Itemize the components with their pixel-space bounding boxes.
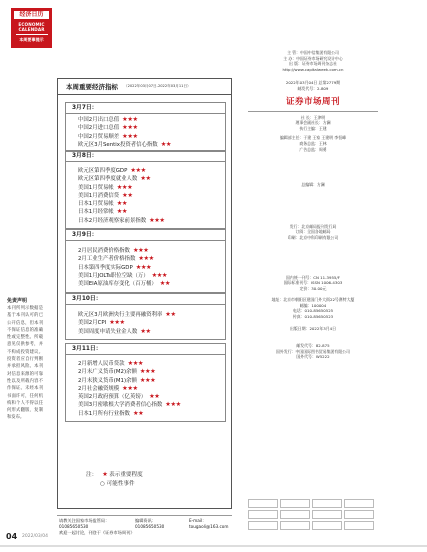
sponsor-logo — [280, 521, 310, 530]
footer-mid-1: 编辑资讯： — [135, 518, 156, 523]
event-list — [66, 114, 225, 151]
list-item — [66, 217, 225, 225]
masthead-line: 国内统一刊号：CN 11-3955/F — [286, 274, 340, 280]
event-name: 美国周度申请失业金人数 — [78, 328, 138, 335]
masthead-line: 商务总监：王林 — [299, 140, 327, 146]
event-name: 美国1月消费信贷 — [78, 192, 120, 199]
masthead-line: 执行主编：王建 — [299, 125, 327, 131]
footer-left-2: 01085650530 — [59, 524, 89, 529]
disclaimer-title: 免责声明 — [7, 298, 28, 304]
event-name: 日本1月贸易帐 — [78, 201, 114, 208]
footer-bottom: 欢迎一起讨论，刊登于《证券市场周刊》 — [59, 530, 135, 535]
day-date: 3月7日： — [66, 103, 225, 114]
list-item — [66, 328, 225, 336]
footer — [57, 515, 232, 535]
sponsor-logo — [344, 510, 374, 519]
disclaimer — [7, 298, 43, 422]
page-date: 2022/03/04 — [22, 534, 48, 539]
event-name: 美国EIA原油库存变化（百万桶） — [78, 281, 157, 288]
masthead-line: 定价：30.00元 — [299, 285, 327, 291]
masthead-line: 国际标准刊号：ISSN 1006-4303 — [283, 280, 343, 286]
masthead-line: 电话：010-85650525 — [292, 308, 334, 314]
importance-stars: ★★ — [132, 409, 144, 417]
event-name: 2月工业生产者价格指数 — [78, 256, 136, 263]
event-name: 欧元区第四季度就业人数 — [78, 176, 138, 183]
masthead — [248, 50, 378, 360]
event-name: 中国2月贸易顺差 — [78, 133, 120, 140]
importance-stars: ★★★ — [149, 216, 165, 224]
day-date: 3月8日： — [66, 151, 225, 162]
footer-left-1: 请教关注国家市场监管局： — [59, 518, 110, 523]
masthead-line: 发行：北京邮局报刊发行局 — [289, 223, 337, 229]
importance-stars: ★★★ — [109, 319, 125, 327]
sponsor-logo — [280, 510, 310, 519]
sponsor-logo — [312, 521, 342, 530]
weekly-indicators-header — [58, 79, 231, 95]
importance-stars: ★★★ — [130, 167, 146, 174]
masthead-line: 订阅：全国各地邮局 — [295, 229, 331, 235]
calendar-tag-cn: 经济日历 — [14, 11, 49, 19]
list-item — [66, 385, 225, 393]
event-name: 日本2月经济观察家前景指数 — [78, 217, 147, 224]
list-item — [66, 393, 225, 401]
event-name: 欧元区3月Sentix投资者信心指数 — [78, 141, 158, 148]
calendar-tag-en1: ECONOMIC — [18, 22, 45, 27]
event-name: 2月社会融资规模 — [78, 385, 120, 392]
importance-stars: ★★★ — [122, 116, 138, 123]
sponsor-logo — [248, 521, 278, 530]
masthead-line: 主 办：中国证券市场研究设计中心 — [283, 55, 343, 61]
legend-row-importance — [86, 470, 143, 480]
list-item — [66, 200, 225, 208]
list-item — [66, 311, 225, 319]
list-item — [66, 377, 225, 385]
importance-stars: ★★★ — [165, 401, 181, 409]
day-block — [65, 150, 226, 229]
event-name: 日本1月经常帐 — [78, 209, 114, 216]
masthead-line: http://www.capitalweek.com.cn — [282, 66, 344, 72]
masthead-line: 出 版：证券市场周刊杂志社 — [289, 61, 337, 67]
masthead-line: 理事会副社长：方澜 — [295, 120, 331, 126]
event-name: 日本1月所有行业指数 — [78, 410, 130, 417]
event-list — [66, 305, 225, 339]
tag-divider — [16, 34, 48, 35]
importance-stars: ★★★ — [122, 124, 138, 132]
disclaimer-body: 本刊所列示数据是基于本刊认可的已公开信息，但本刊不保证信息的准确性或完整性。所载意见仅供参考，并不构成投资建议。投资者应自行判断并承担风险。本刊对信息来源的可靠性以及所载内容不作保证。未经本刊书面许可，任何机构和个人不得以任何形式翻版、复制和发布。 — [7, 306, 43, 421]
legend-row-possible — [86, 480, 143, 489]
legend-importance-label: 表示重要程度 — [109, 472, 143, 478]
sponsor-logo — [344, 499, 374, 508]
list-item — [66, 141, 225, 149]
footer-right-2: tougaoli@163.com — [189, 524, 229, 529]
legend-possible-label: 可能性事件 — [106, 481, 135, 487]
importance-stars: ★★★ — [138, 255, 154, 263]
sponsor-logo — [344, 521, 374, 530]
event-name: 2月末狭义货币(M1)余额 — [78, 377, 137, 384]
footer-col-left — [59, 518, 134, 536]
list-item — [66, 280, 225, 288]
list-item — [66, 208, 225, 216]
day-block — [65, 343, 226, 422]
masthead-line: 邮发代号：2-809 — [297, 85, 329, 91]
day-block — [65, 229, 226, 293]
importance-stars: ★★ — [165, 311, 176, 318]
list-item — [66, 272, 225, 280]
legend — [86, 470, 143, 489]
masthead-line: 社 长：王津明 — [300, 114, 326, 120]
sponsor-logo — [312, 499, 342, 508]
day-date: 3月9日： — [66, 230, 225, 241]
event-name: 欧元区3月欧洲央行主要再融资利率 — [78, 312, 163, 318]
list-item — [66, 184, 225, 192]
list-item — [66, 116, 225, 124]
masthead-line: 总编辑：方澜 — [301, 182, 325, 188]
star-icon: ★ — [102, 471, 108, 478]
event-list — [66, 162, 225, 228]
list-item — [66, 410, 225, 418]
sponsor-logo — [248, 510, 278, 519]
importance-stars: ★★ — [116, 200, 128, 208]
calendar-tag-en2: CALENDAR — [18, 27, 45, 32]
list-item — [66, 124, 225, 132]
masthead-line: 编辑部主任：于建 王家 王建明 李恒峰 — [280, 135, 346, 141]
footer-mid-2: 01085650530 — [135, 524, 165, 529]
weekly-indicators-box — [57, 78, 232, 509]
masthead-line: 主 管：中国中信集团有限公司 — [287, 50, 339, 55]
list-item — [66, 264, 225, 272]
importance-stars: ★★★ — [122, 384, 138, 392]
event-list — [66, 241, 225, 292]
event-name: 2月居民消费价格指数 — [78, 248, 130, 254]
footer-right-1: E-mail： — [189, 518, 207, 523]
masthead-line: 传真：010-85650523 — [292, 314, 334, 320]
masthead-line: 地址：北京市朝阳区建国门外大街22号赛特大厦 — [271, 297, 355, 303]
masthead-line: 国外发行：中国国际图书贸易集团有限公司 — [276, 348, 350, 354]
event-name: 中国2月进口总值 — [78, 125, 120, 132]
event-name: 美国1月JOLTs职位空缺（万） — [78, 272, 149, 279]
legend-title: 注： — [86, 472, 98, 478]
masthead-line: 邮发代号：82-875 — [296, 343, 330, 349]
list-item — [66, 368, 225, 376]
importance-stars: ★★★ — [139, 368, 156, 376]
sponsor-logo — [280, 499, 310, 508]
event-name: 英国2月政府预算（亿英镑） — [78, 394, 147, 401]
day-block — [65, 293, 226, 340]
list-item — [66, 255, 225, 263]
event-list — [66, 355, 225, 421]
event-name: 日本第四季度实际GDP — [78, 264, 133, 271]
masthead-line: 邮编：100004 — [299, 302, 327, 308]
list-item — [66, 175, 225, 183]
importance-stars: ★★★ — [122, 132, 138, 140]
masthead-line: 出版日期：2022年3月4日 — [290, 325, 336, 331]
masthead-line: 广告总监：周勇 — [299, 146, 327, 152]
masthead-line: 印刷：北京中科印刷有限公司 — [287, 234, 339, 240]
footer-col-mid — [135, 518, 164, 530]
masthead-line: 国外代号：W5222 — [296, 354, 330, 360]
footer-col-right — [189, 518, 228, 530]
magazine-logo: 证券市场周刊 — [285, 96, 340, 107]
importance-stars: ★★★ — [135, 263, 152, 271]
day-date: 3月10日： — [66, 294, 225, 305]
day-block — [65, 102, 226, 152]
importance-stars: ★★★ — [151, 271, 168, 279]
importance-stars: ★★ — [140, 175, 151, 183]
event-name: 美国3月密歇根大学消费者信心指数 — [78, 402, 163, 409]
importance-stars: ★★ — [140, 327, 151, 335]
sponsor-logo — [248, 499, 278, 508]
list-item — [66, 192, 225, 200]
sponsor-logo — [312, 510, 342, 519]
event-name: 美国2月CPI — [78, 320, 107, 327]
event-name: 2月新增人民币贷款 — [78, 361, 125, 367]
importance-stars: ★★ — [122, 191, 133, 199]
importance-stars: ★★★ — [132, 247, 149, 254]
importance-stars: ★★ — [159, 280, 171, 288]
importance-stars: ★★ — [116, 208, 128, 216]
calendar-tag-sub: 本周要事提示 — [19, 37, 44, 42]
day-date: 3月11日： — [66, 344, 225, 355]
list-item — [66, 401, 225, 409]
importance-stars: ★★ — [149, 393, 160, 401]
page-title: 本周重要经济指标 — [66, 83, 118, 91]
masthead-line: 2022年03月04日 总第2779期 — [285, 80, 341, 86]
event-name: 欧元区第四季度GDP — [78, 168, 128, 174]
circle-icon: ○ — [100, 481, 105, 487]
event-name: 中国2月出口总值 — [78, 117, 120, 123]
sponsor-logos — [248, 499, 376, 535]
calendar-tag — [11, 8, 52, 48]
event-name: 2月末广义货币(M2)余额 — [78, 369, 137, 376]
page-number: 04 — [6, 532, 18, 541]
importance-stars: ★★★ — [116, 183, 133, 191]
event-name: 美国1月贸易帐 — [78, 184, 114, 191]
list-item — [66, 133, 225, 141]
importance-stars: ★★★ — [139, 376, 156, 384]
importance-stars: ★★★ — [127, 360, 144, 367]
bottom-divider — [0, 545, 427, 547]
importance-stars: ★★ — [160, 140, 171, 148]
date-range: （2022年03月07日-2022年03月11日） — [124, 84, 191, 88]
list-item — [66, 319, 225, 327]
